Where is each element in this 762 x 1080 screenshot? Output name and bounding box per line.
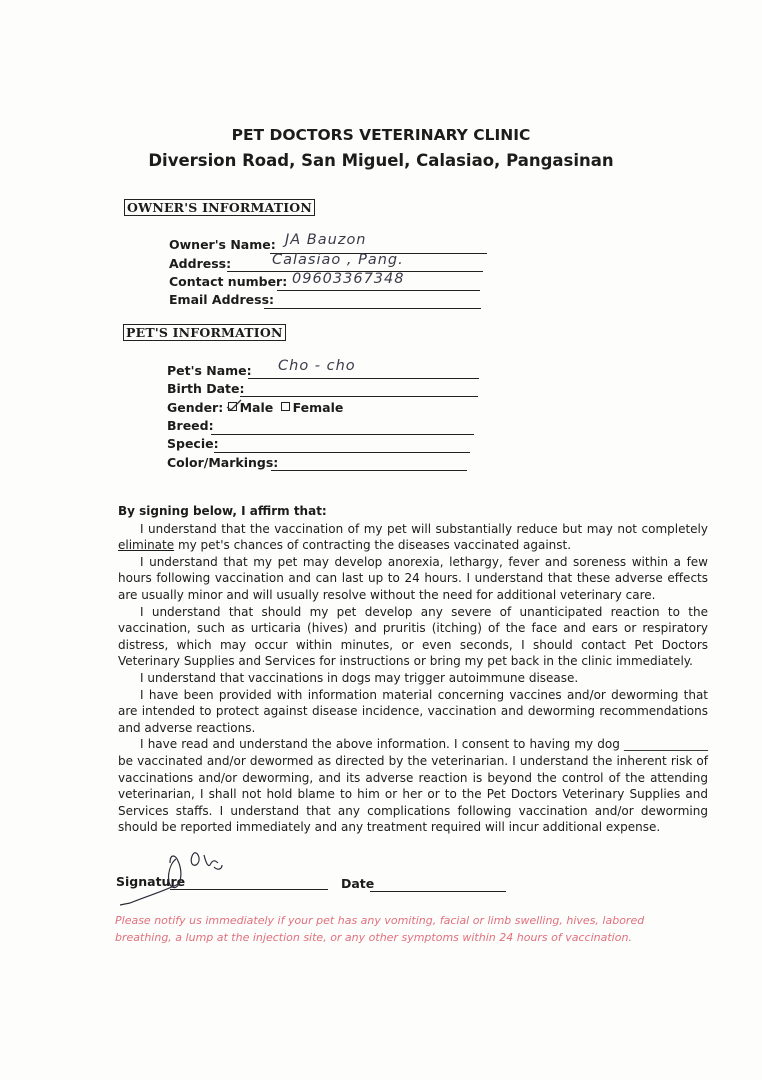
consent-heading: By signing below, I affirm that: [118,504,327,518]
specie-line[interactable] [214,452,470,453]
consent-paragraph-6: I have read and understand the above information. I consent to having my dog ______________ be vaccinated and/or dewormed as directed by the veterinarian. I understand the inherent risk of vaccinations and/or deworming, and its adverse reaction is beyond the control of the attending veterinarian, I shall not hold blame to him or her or to the Pet Doctors Veterinary Supplies and Services staffs. I understand that any complications following vaccination and/or deworming should be reported immediately and any treatment required will incur additional expense. [118,737,708,835]
owner-address-value: Calasiao , Pang. [272,252,404,268]
breed-line[interactable] [211,434,474,435]
consent-paragraph-3: I understand that should my pet develop any severe of unanticipated reaction to the vaccination, such as urticaria (hives) and pruritis (itching) of the face and ears or respiratory distress, which may occur within minutes, or even seconds, I should contact Pet Doctors Veterinary Supplies and Services for instructions or bring my pet back in the clinic immediately. [118,604,708,669]
owner-email-label: Email Address: [169,292,275,307]
female-checkbox[interactable] [281,402,290,411]
date-label: Date [341,876,375,891]
clinic-name: PET DOCTORS VETERINARY CLINIC [231,126,531,144]
dog-name-blank[interactable]: ______________ [624,737,708,752]
specie-label: Specie: [167,436,219,451]
color-line[interactable] [271,470,467,471]
pet-name-line[interactable] [248,378,479,379]
signature-label: Signature [116,874,186,889]
owner-email-line[interactable] [264,308,481,309]
female-label: Female [292,400,344,415]
birth-date-line[interactable] [240,396,478,397]
date-line[interactable] [370,891,506,892]
color-label: Color/Markings: [167,455,279,470]
pet-section-title: PET'S INFORMATION [123,324,286,341]
consent-text [118,503,708,836]
male-label: Male [239,400,274,415]
gender-label: Gender: [167,400,224,415]
consent-paragraph-1: I understand that the vaccination of my pet will substantially reduce but may not completely eliminate my pet's chances of contracting the diseases vaccinated against. [118,521,708,553]
owner-contact-line[interactable] [277,290,480,291]
checkmark-icon [226,399,242,411]
breed-label: Breed: [167,418,214,433]
male-checkbox[interactable] [228,402,237,411]
consent-paragraph-2: I understand that my pet may develop anorexia, lethargy, fever and soreness within a few hours following vaccination and can last up to 24 hours. I understand that these adverse effects are usually minor and will usually resolve without the need for additional veterinary care. [118,554,708,602]
owner-address-label: Address: [169,256,232,271]
birth-date-label: Birth Date: [167,381,245,396]
owner-contact-value: 09603367348 [292,271,405,287]
aftercare-note: Please notify us immediately if your pet has any vomiting, facial or limb swelling, hives, labored breathing, a lump at the injection site, or any other symptoms within 24 hours of vaccination. [115,914,645,944]
pet-name-label: Pet's Name: [167,363,252,378]
pet-name-value: Cho - cho [278,358,356,374]
owner-name-value: JA Bauzon [285,232,367,248]
owner-section-title: OWNER'S INFORMATION [124,199,315,216]
signature-scribble [110,843,260,911]
gender-row [167,400,343,416]
consent-paragraph-5: I have been provided with information material concerning vaccines and/or deworming that are intended to protect against disease incidence, vaccination and deworming recommendations and adverse reactions. [118,687,708,735]
consent-paragraph-4: I understand that vaccinations in dogs may trigger autoimmune disease. [140,670,579,685]
owner-contact-label: Contact number: [169,274,288,289]
owner-name-label: Owner's Name: [169,237,276,252]
clinic-address: Diversion Road, San Miguel, Calasiao, Pangasinan [148,151,614,170]
